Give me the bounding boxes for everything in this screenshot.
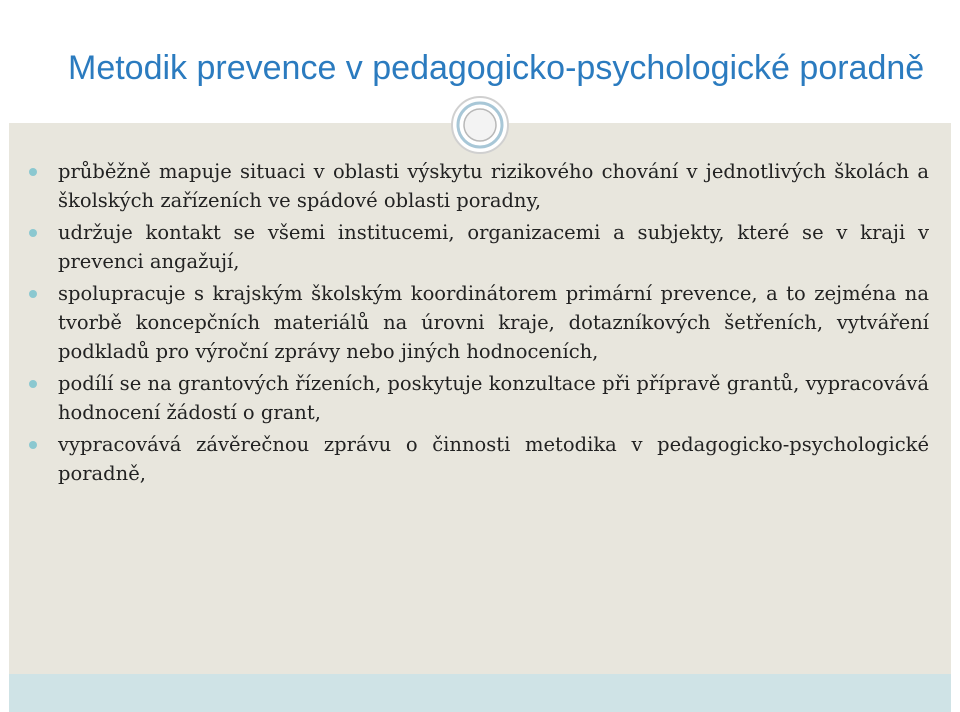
bullet-item (29, 430, 929, 488)
bullet-item (29, 279, 929, 366)
footer-band (9, 674, 951, 712)
bullet-dot-icon (29, 380, 37, 388)
bullet-dot-icon (29, 229, 37, 237)
bullet-dot-icon (29, 290, 37, 298)
bullet-dot-icon (29, 168, 37, 176)
bullet-text: průběžně mapuje situaci v oblasti výskytu rizikového chování v jednotlivých školách a školských zařízeních ve spádové oblasti poradny, (58, 160, 929, 212)
bullet-item (29, 157, 929, 215)
bullet-text: vypracovává závěrečnou zprávu o činnosti metodika v pedagogicko-psychologické poradně, (58, 433, 929, 485)
bullet-item (29, 218, 929, 276)
bullet-text: udržuje kontakt se všemi institucemi, organizacemi a subjekty, které se v kraji v prevenci angažují, (58, 221, 929, 273)
circle-ornament-icon (450, 95, 510, 155)
bullet-dot-icon (29, 441, 37, 449)
slide-title: Metodik prevence v pedagogicko-psychologické poradně (68, 49, 925, 87)
bullet-text: podílí se na grantových řízeních, poskytuje konzultace při přípravě grantů, vypracovává hodnocení žádostí o grant, (58, 372, 929, 424)
bullet-list (29, 157, 929, 491)
bullet-text: spolupracuje s krajským školským koordinátorem primární prevence, a to zejména na tvorbě koncepčních materiálů na úrovni kraje, dotazníkových šetřeních, vytváření podkladů pro výroční zprávy nebo jiných hodnoceních, (58, 282, 929, 363)
bullet-item (29, 369, 929, 427)
